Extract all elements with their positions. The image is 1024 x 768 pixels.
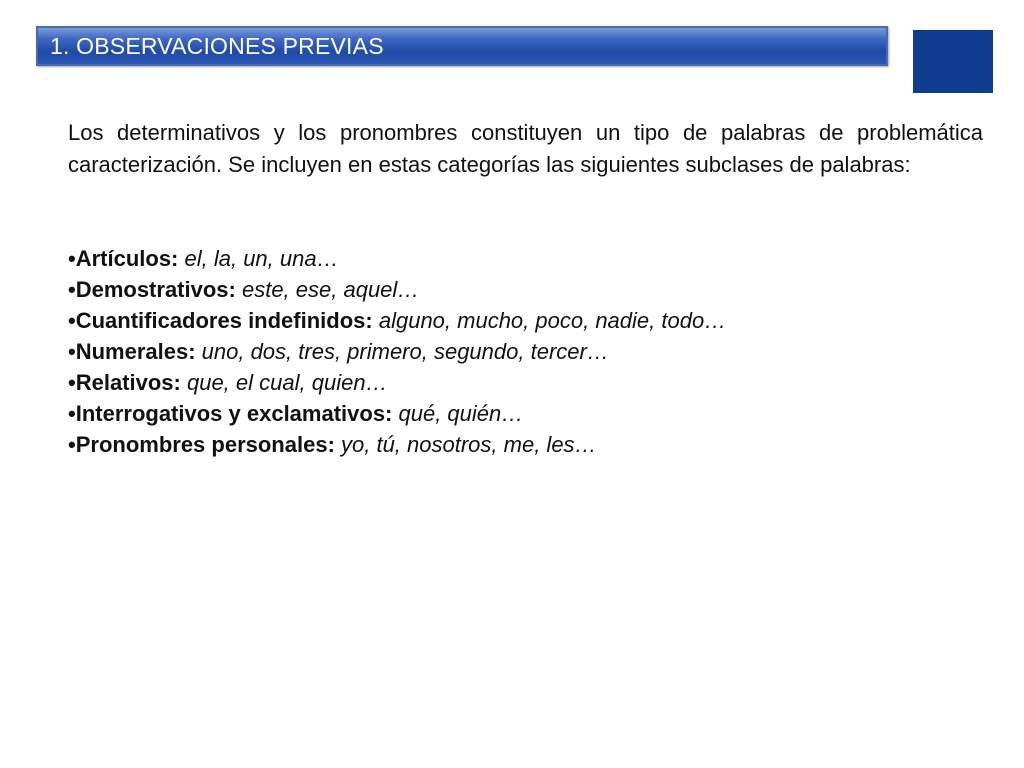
- list-item: [68, 398, 983, 429]
- item-label: •Numerales:: [68, 339, 196, 364]
- item-label: •Relativos:: [68, 370, 181, 395]
- subclass-list: [68, 243, 983, 460]
- item-examples: yo, tú, nosotros, me, les…: [334, 432, 597, 457]
- item-label: •Pronombres personales:: [68, 432, 335, 457]
- item-examples: que, el cual, quien…: [180, 370, 388, 395]
- item-label: •Interrogativos y exclamativos:: [68, 401, 393, 426]
- slide-title-bar: [36, 26, 888, 66]
- item-label: •Cuantificadores indefinidos:: [68, 308, 373, 333]
- item-examples: este, ese, aquel…: [235, 277, 420, 302]
- list-item: [68, 336, 983, 367]
- slide-title: 1. OBSERVACIONES PREVIAS: [50, 32, 384, 59]
- item-examples: uno, dos, tres, primero, segundo, tercer…: [195, 339, 609, 364]
- list-item: [68, 274, 983, 305]
- item-label: •Demostrativos:: [68, 277, 236, 302]
- list-item: [68, 429, 983, 460]
- item-examples: qué, quién…: [392, 401, 524, 426]
- item-examples: alguno, mucho, poco, nadie, todo…: [372, 308, 727, 333]
- item-examples: el, la, un, una…: [178, 246, 339, 271]
- list-item: [68, 305, 983, 336]
- list-item: [68, 367, 983, 398]
- decorative-square: [913, 30, 993, 93]
- item-label: •Artículos:: [68, 246, 179, 271]
- list-item: [68, 243, 983, 274]
- intro-paragraph: Los determinativos y los pronombres constituyen un tipo de palabras de problemática caracterización. Se incluyen en estas categorías las siguientes subclases de palabras:: [68, 120, 983, 177]
